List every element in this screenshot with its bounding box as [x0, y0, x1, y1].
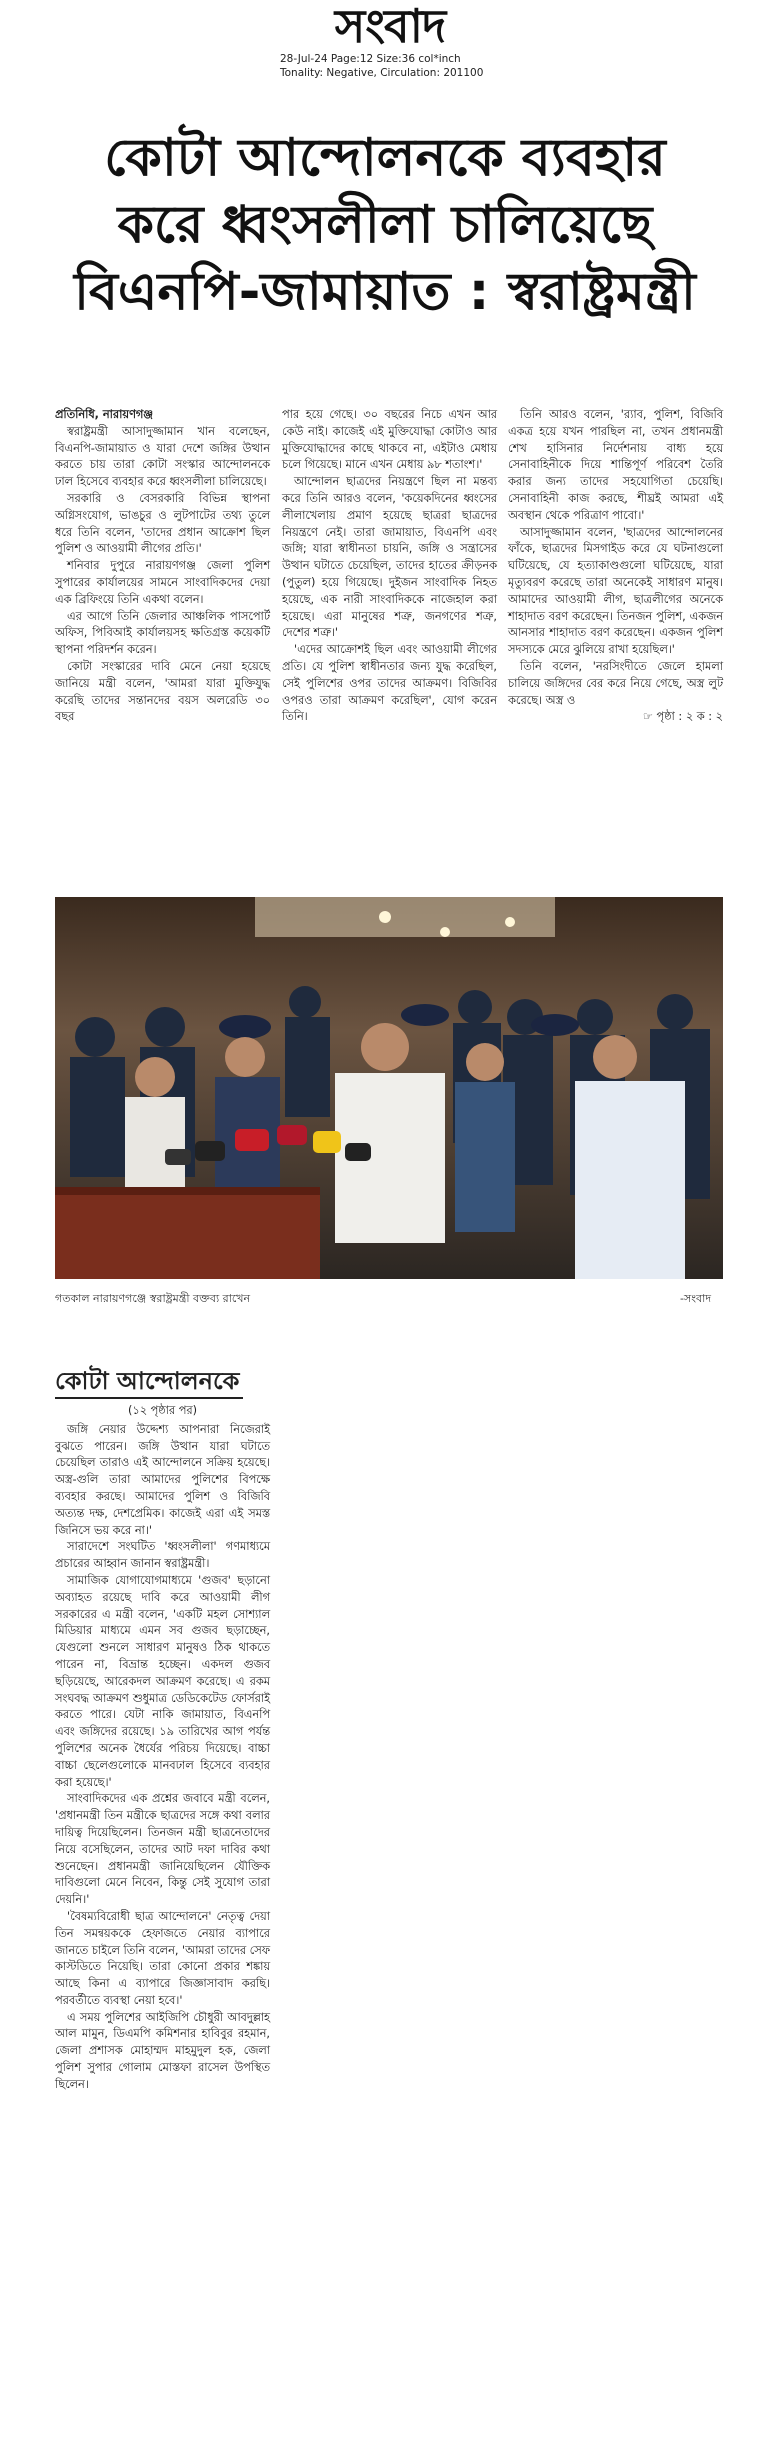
- paragraph: এর আগে তিনি জেলার আঞ্চলিক পাসপোর্ট অফিস, পিবিআই কার্যালয়সহ ক্ষতিগ্রস্ত কয়েকটি স্থাপনা পরিদর্শন করেন।: [55, 609, 270, 657]
- jump-reference: ☞ পৃষ্ঠা : ২ ক : ২: [642, 710, 723, 724]
- article-column-1: [55, 407, 270, 726]
- byline: প্রতিনিধি, নারায়ণগঞ্জ: [55, 408, 153, 421]
- press-briefing-photo: [55, 897, 723, 1279]
- article-column-2: [282, 407, 497, 726]
- continuation-article: [55, 1365, 270, 2094]
- paragraph: আন্দোলন ছাত্রদের নিয়ন্ত্রণে ছিল না মন্তব্য করে তিনি আরও বলেন, 'কয়েকদিনের ধ্বংসের লীলাখেলায় প্রমাণ হয়েছে ছাত্ররা ছাত্রদের নিয়ন্ত্রণে নেই। তারা জামায়াত, বিএনপি এবং জঙ্গি; যারা স্বাধীনতা চায়নি, জঙ্গি ও সন্ত্রাসের উত্থান ঘটাতে চেয়েছিল, তাদের হাতের ক্রীড়নক (পুতুল) হয়ে গিয়েছে। দুইজন সাংবাদিক নিহত হয়েছে, এক নারী সাংবাদিককে নাজেহাল করা হয়েছে। এরা মানুষের শত্রু, জনগণের শত্রু, দেশের শত্রু।': [282, 475, 497, 640]
- paragraph: শনিবার দুপুরে নারায়ণগঞ্জ জেলা পুলিশ সুপারের কার্যালয়ের সামনে সাংবাদিকদের দেয়া এক ব্রিফিংয়ে তিনি একথা বলেন।: [55, 559, 270, 606]
- paragraph: সরকারি ও বেসরকারি বিভিন্ন স্থাপনা অগ্নিসংযোগ, ভাঙচুর ও লুটপাটের তথ্য তুলে ধরে তিনি বলেন, 'তাদের প্রধান আক্রোশ ছিল পুলিশ ও আওয়ামী লীগের প্রতি।': [55, 491, 270, 556]
- paragraph: কোটা সংস্কারের দাবি মেনে নেয়া হয়েছে জানিয়ে মন্ত্রী বলেন, 'আমরা যারা মুক্তিযুদ্ধ করেছি তাদের সন্তানদের বয়স অলরেডি ৩০ বছর: [55, 659, 270, 724]
- photo-credit: -সংবাদ: [680, 1292, 712, 1305]
- paragraph: সাংবাদিকদের এক প্রশ্নের জবাবে মন্ত্রী বলেন, 'প্রধানমন্ত্রী তিন মন্ত্রীকে ছাত্রদের সঙ্গে কথা বলার দায়িত্ব দিয়েছিলেন। তিনজন মন্ত্রী ছাত্রনেতাদের নিয়ে বসেছিলেন, তাদের আট দফা দাবির কথা শুনেছেন। প্রধানমন্ত্রী জানিয়েছিলেন যৌক্তিক দাবিগুলো মেনে নিবেন, কিন্তু সেই সুযোগ তারা দেয়নি।': [55, 1792, 270, 1907]
- logo-text: সংবাদ: [334, 0, 446, 53]
- photo-illustration: [55, 897, 723, 1279]
- paragraph: তিনি বলেন, 'নরসিংদীতে জেলে হামলা চালিয়ে জঙ্গিদের বের করে নিয়ে গেছে, অস্ত্র লুট করেছে। অস্ত্র ও: [508, 659, 723, 707]
- paragraph: তিনি আরও বলেন, 'র‍্যাব, পুলিশ, বিজিবি একত্র হয়ে যখন পারছিল না, তখন প্রধানমন্ত্রী শেখ হাসিনার নির্দেশনায় বাধ্য হয়ে সেনাবাহিনীকে দিয়ে শান্তিপূর্ণ পরিবেশ তৈরি করার জন্য তাদের সহযোগিতা চেয়েছি। সেনাবাহিনী কাজ করছে, শীঘ্রই আমরা এই অবস্থান থেকে পরিত্রাণ পাবো।': [508, 408, 723, 522]
- paragraph: 'বৈষম্যবিরোধী ছাত্র আন্দোলনে' নেতৃত্ব দেয়া তিন সমন্বয়ককে হেফাজতে নেয়ার ব্যাপারে জানতে চাইলে তিনি বলেন, 'আমরা তাদের সেফ কাস্টডিতে নিয়েছি। তারা কোনো প্রকার শঙ্কায় আছে কিনা এ ব্যাপারে জিজ্ঞাসাবাদ করছি। পরবর্তীতে ব্যবস্থা নেয়া হবে।': [55, 1909, 270, 2007]
- article-column-3: [508, 407, 723, 726]
- clipping-tonality: Tonality: Negative, Circulation: 201100: [280, 67, 484, 79]
- clipping-meta: [280, 52, 580, 80]
- headline: [55, 125, 715, 326]
- paragraph: জঙ্গি নেয়ার উদ্দেশ্য আপনারা নিজেরাই বুঝতে পারেন। জঙ্গি উত্থান যারা ঘটাতে চেয়েছিল তারাও এই আন্দোলনে সক্রিয় হয়েছে। অস্ত্র-গুলি তারা আমাদের পুলিশের বিপক্ষে ব্যবহার করছে। আমাদের পুলিশ ও বিজিবি অত্যন্ত দক্ষ, দেশপ্রেমিক। কাজেই এরা এই সমস্ত জিনিসে ভয় করে না।': [55, 1422, 270, 1537]
- headline-line-3: বিএনপি-জামায়াত : স্বরাষ্ট্রমন্ত্রী: [74, 262, 696, 322]
- paragraph: সারাদেশে সংঘটিত 'ধ্বংসলীলা' গণমাধ্যমে প্রচারের আহ্বান জানান স্বরাষ্ট্রমন্ত্রী।: [55, 1540, 270, 1571]
- newspaper-logo: [245, 0, 535, 52]
- paragraph: সামাজিক যোগাযোগমাধ্যমে 'গুজব' ছড়ানো অব্যাহত রয়েছে দাবি করে আওয়ামী লীগ সরকারের এ মন্ত্রী বলেন, 'একটি মহল সোশ্যাল মিডিয়ার মাধ্যমে এমন সব গুজব ছড়াচ্ছেন, যেগুলো শুনলে সাধারণ মানুষও ঠিক থাকতে পারেন না, বিভ্রান্ত হচ্ছেন। একদল গুজব ছড়িয়েছে, আরেকদল আক্রমণ করেছে। এ রকম সংঘবদ্ধ আক্রমণ শুধুমাত্র ডেডিকেটেড ফোর্সরাই করতে পারে। যেটা নাকি জামায়াত, বিএনপি এবং জঙ্গিদের রয়েছে। ১৯ তারিখের আগ পর্যন্ত পুলিশের অনেক ধৈর্যের পরিচয় দিয়েছে। বাচ্চা বাচ্চা ছেলেগুলোকে মানবঢাল হিসেবে ব্যবহার করা হয়েছে।': [55, 1573, 270, 1789]
- paragraph: স্বরাষ্ট্রমন্ত্রী আসাদুজ্জামান খান বলেছেন, বিএনপি-জামায়াত ও যারা দেশে জঙ্গির উত্থান করতে চায় তারা কোটা সংস্কার আন্দোলনকে ঢাল হিসেবে ব্যবহার করে ধ্বংসলীলা চালিয়েছে।: [55, 424, 270, 489]
- continuation-jump: (১২ পৃষ্ঠার পর): [127, 1404, 198, 1417]
- clipping-date-page: 28-Jul-24 Page:12 Size:36 col*inch: [280, 53, 461, 65]
- paragraph: আসাদুজ্জামান বলেন, 'ছাত্রদের আন্দোলনের ফাঁকে, ছাত্রদের মিসগাইড করে যে ঘটনাগুলো ঘটিয়েছে, যে হত্যাকাণ্ডগুলো ঘটিয়েছে, যারা মৃত্যুবরণ করেছে তারা অনেকেই সাধারণ মানুষ। আমাদের আওয়ামী লীগ, ছাত্রলীগের অনেকে শাহাদাত বরণ করেছেন। তিনজন পুলিশ, একজন আনসার শাহাদাত বরণ করেছেন। একজন পুলিশ সদস্যকে মেরে ঝুলিয়ে রাখা হয়েছিল।': [508, 525, 723, 657]
- photo-caption: গতকাল নারায়ণগঞ্জে স্বরাষ্ট্রমন্ত্রী বক্তব্য রাখেন: [55, 1292, 251, 1305]
- paragraph: পার হয়ে গেছে। ৩০ বছরের নিচে এখন আর কেউ নাই। কাজেই এই মুক্তিযোদ্ধা কোটাও আর মুক্তিযোদ্ধাদের কাছে থাকবে না, এইটাও মেধায় চলে গিয়েছে। মানে এখন মেধায় ৯৮ শতাংশ।': [282, 408, 497, 472]
- paragraph: এ সময় পুলিশের আইজিপি চৌধুরী আবদুল্লাহ আল মামুন, ডিএমপি কমিশনার হাবিবুর রহমান, জেলা প্রশাসক মোহাম্মদ মাহমুদুল হক, জেলা পুলিশ সুপার গোলাম মোস্তফা রাসেল উপস্থিত ছিলেন।: [55, 2010, 270, 2091]
- paragraph: 'এদের আক্রোশই ছিল এবং আওয়ামী লীগের প্রতি। যে পুলিশ স্বাধীনতার জন্য যুদ্ধ করেছিল, সেই পুলিশের ওপর তাদের আক্রমণ। বিজিবির ওপরও তারা আক্রমণ করেছিল', যোগ করেন তিনি।: [282, 643, 497, 724]
- continuation-title: কোটা আন্দোলনকে: [55, 1365, 243, 1399]
- headline-line-2: করে ধ্বংসলীলা চালিয়েছে: [117, 195, 653, 255]
- headline-line-1: কোটা আন্দোলনকে ব্যবহার: [104, 128, 666, 188]
